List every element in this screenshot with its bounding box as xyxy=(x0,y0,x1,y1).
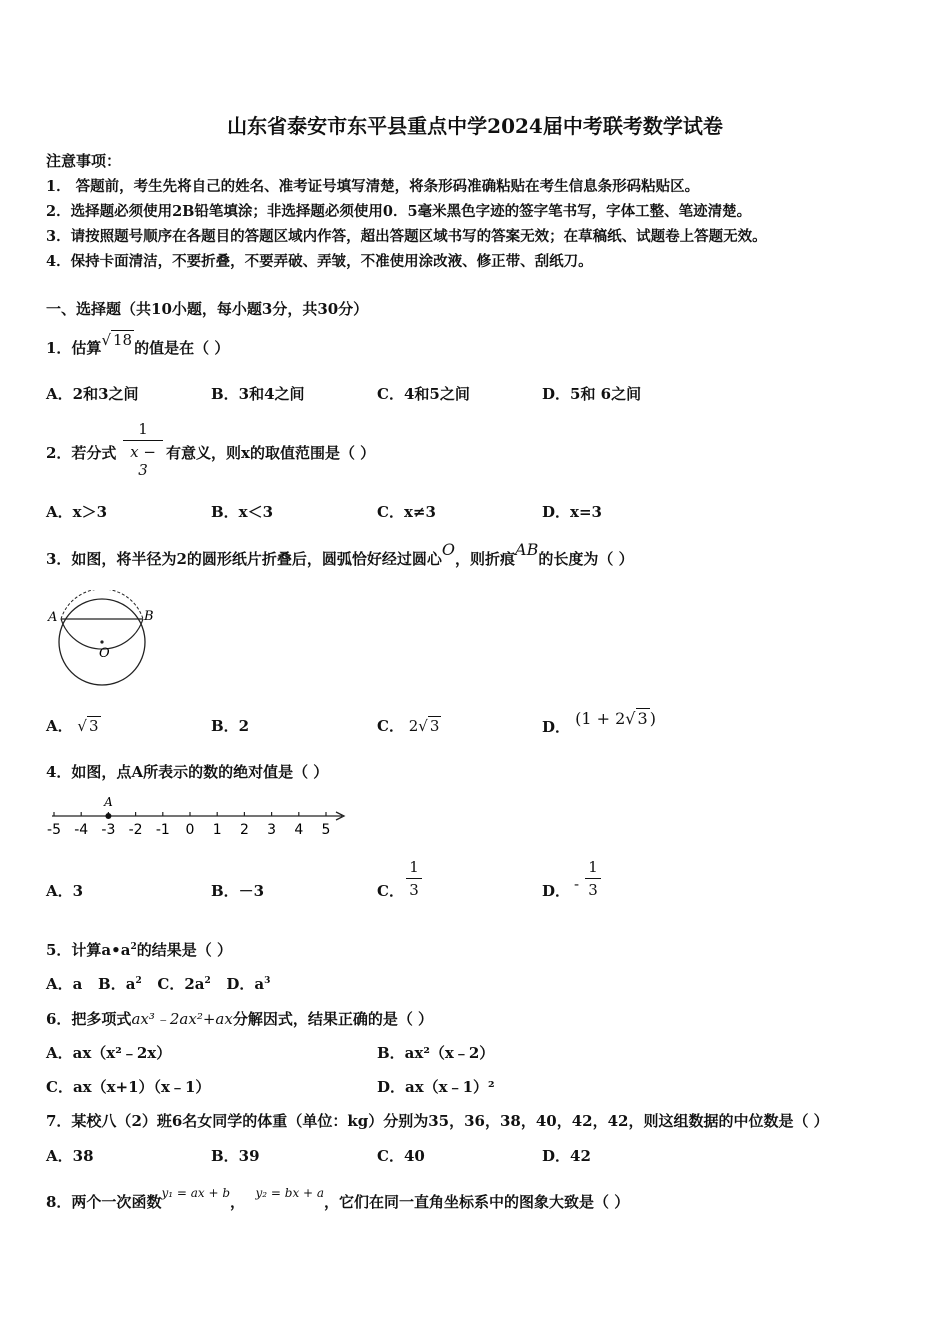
q6-expression: ax³﹣2ax²+ax xyxy=(131,1010,233,1028)
q5-options xyxy=(46,977,270,992)
q6-option-a: A．ax（x²﹣2x） xyxy=(46,1044,172,1062)
note-4: 4．保持卡面清洁，不要折叠，不要弄破、弄皱，不准使用涂改液、修正带、刮纸刀。 xyxy=(46,253,593,270)
q7-option-d: D．42 xyxy=(542,1147,591,1165)
tick-label: 4 xyxy=(294,822,304,838)
question-6: 6．把多项式ax³﹣2ax²+ax分解因式，结果正确的是（ ） xyxy=(46,1010,434,1028)
tick-label: -2 xyxy=(128,822,143,838)
q4-number-line xyxy=(44,792,354,840)
q3-chord-ab: AB xyxy=(515,540,539,559)
question-5: 5．计算$a•a^2$的结果是（ ） xyxy=(46,941,232,959)
q7-option-b: B．39 xyxy=(211,1147,260,1165)
q1-option-c: C．4和5之间 xyxy=(377,385,470,403)
q4-option-d-fraction: 1 3 xyxy=(585,858,601,899)
folded-arc xyxy=(61,619,143,649)
q6-option-d: D．ax（x﹣1）² xyxy=(377,1078,495,1096)
label-b: B xyxy=(144,609,154,624)
q2-fraction-num: 1 xyxy=(138,420,148,438)
note-3: 3．请按照题号顺序在各题目的答题区域内作答，超出答题区域书写的答案无效；在草稿纸、试题卷上答题无效。 xyxy=(46,228,767,245)
tick-label: -5 xyxy=(47,822,61,838)
sqrt-18: √ 18 xyxy=(101,331,133,349)
center-point xyxy=(100,640,103,643)
tick-label: -4 xyxy=(74,822,89,838)
q3-stem-pre: 3．如图，将半径为2的圆形纸片折叠后，圆弧恰好经过圆心 xyxy=(46,550,442,568)
q1-option-d: D．5和 6之间 xyxy=(542,385,642,403)
q5-option-c: C．$2a^2$ xyxy=(157,975,211,993)
point-a-label: A xyxy=(104,795,113,809)
q4-stem: 4．如图，点A所表示的数的绝对值是（ ） xyxy=(46,763,329,781)
tick-label: -3 xyxy=(101,822,116,838)
q2-fraction xyxy=(123,420,163,479)
tick-label: 0 xyxy=(185,822,195,838)
q2-stem-pre: 2．若分式 xyxy=(46,444,117,462)
page-title: 山东省泰安市东平县重点中学2024届中考联考数学试卷 xyxy=(227,114,723,138)
question-8: 8．两个一次函数$^{y_1 = ax + b}$， $^{y_2 = bx + a}$，它们在同一直角坐标系中的图象大致是（ ） xyxy=(46,1186,630,1211)
q7-option-a: A．38 xyxy=(46,1147,94,1165)
label-o: O xyxy=(99,646,110,661)
q3-option-d: D． (1 + 2√ 3 ) xyxy=(542,709,656,736)
q4-option-a: A．3 xyxy=(46,882,84,900)
dashed-arc xyxy=(61,590,143,619)
q2-stem-post: 有意义，则x的取值范围是（ ） xyxy=(166,444,376,462)
q1-option-b: B．3和4之间 xyxy=(211,385,305,403)
question-3 xyxy=(46,540,634,568)
q4-option-c-label: C． xyxy=(377,882,404,900)
section-heading: 一、选择题（共10小题，每小题3分，共30分） xyxy=(46,300,369,318)
q8-function-1: y₁ = ax + b xyxy=(161,1186,231,1200)
q2-option-b: B．x＜3 xyxy=(211,503,274,521)
q3-circle-figure xyxy=(44,590,164,695)
q6-option-c: C．ax（x+1）（x﹣1） xyxy=(46,1078,211,1096)
q2-option-d: D．x=3 xyxy=(542,503,602,521)
q5-option-a: A．a xyxy=(46,975,83,993)
tick-label: 5 xyxy=(321,822,331,838)
tick-label: 2 xyxy=(239,822,249,838)
tick-label: 1 xyxy=(212,822,222,838)
tick-label: 3 xyxy=(267,822,277,838)
q3-stem-post: 的长度为（ ） xyxy=(538,550,634,568)
q2-option-c: C．x≠3 xyxy=(377,503,436,521)
q5-option-b: B．$a^2$ xyxy=(98,975,142,993)
q4-option-d-label: D． xyxy=(542,882,571,900)
q8-function-2: y₂ = bx + a xyxy=(255,1186,325,1200)
q3-option-b: B．2 xyxy=(211,717,250,735)
q5-option-d: D．$a^3$ xyxy=(226,975,271,993)
q3-center-o: O xyxy=(441,540,456,559)
note-1: 1． 答题前，考生先将自己的姓名、准考证号填写清楚，将条形码准确粘贴在考生信息条形码粘贴区。 xyxy=(46,178,700,195)
q1-stem-pre: 1．估算 xyxy=(46,339,102,357)
label-a: A xyxy=(48,610,58,625)
q2-option-a: A．x＞3 xyxy=(46,503,108,521)
q4-option-b: B．－3 xyxy=(211,882,265,900)
q3-option-a: A． √ 3 xyxy=(46,717,99,735)
q1-stem-post: 的值是在（ ） xyxy=(134,339,230,357)
q6-option-b: B．ax²（x﹣2） xyxy=(377,1044,495,1062)
q2-fraction-den: x − 3 xyxy=(130,443,156,479)
point-a xyxy=(105,813,111,819)
question-1 xyxy=(46,331,230,357)
note-2: 2．选择题必须使用2B铅笔填涂；非选择题必须使用0．5毫米黑色字迹的签字笔书写，字体工整、笔迹清楚。 xyxy=(46,203,752,220)
q7-stem: 7．某校八（2）班6名女同学的体重（单位：kg）分别为35，36，38，40，42，42，则这组数据的中位数是（ ） xyxy=(46,1112,829,1130)
notes-heading: 注意事项： xyxy=(46,152,122,170)
tick-label: -1 xyxy=(155,822,170,838)
q7-option-c: C．40 xyxy=(377,1147,425,1165)
q1-option-a: A．2和3之间 xyxy=(46,385,139,403)
q3-stem-mid: ，则折痕 xyxy=(455,550,516,568)
q4-option-d-sign: - xyxy=(574,875,580,893)
q4-option-c-fraction: 1 3 xyxy=(406,858,422,899)
q3-option-c: C． 2√ 3 xyxy=(377,717,440,735)
